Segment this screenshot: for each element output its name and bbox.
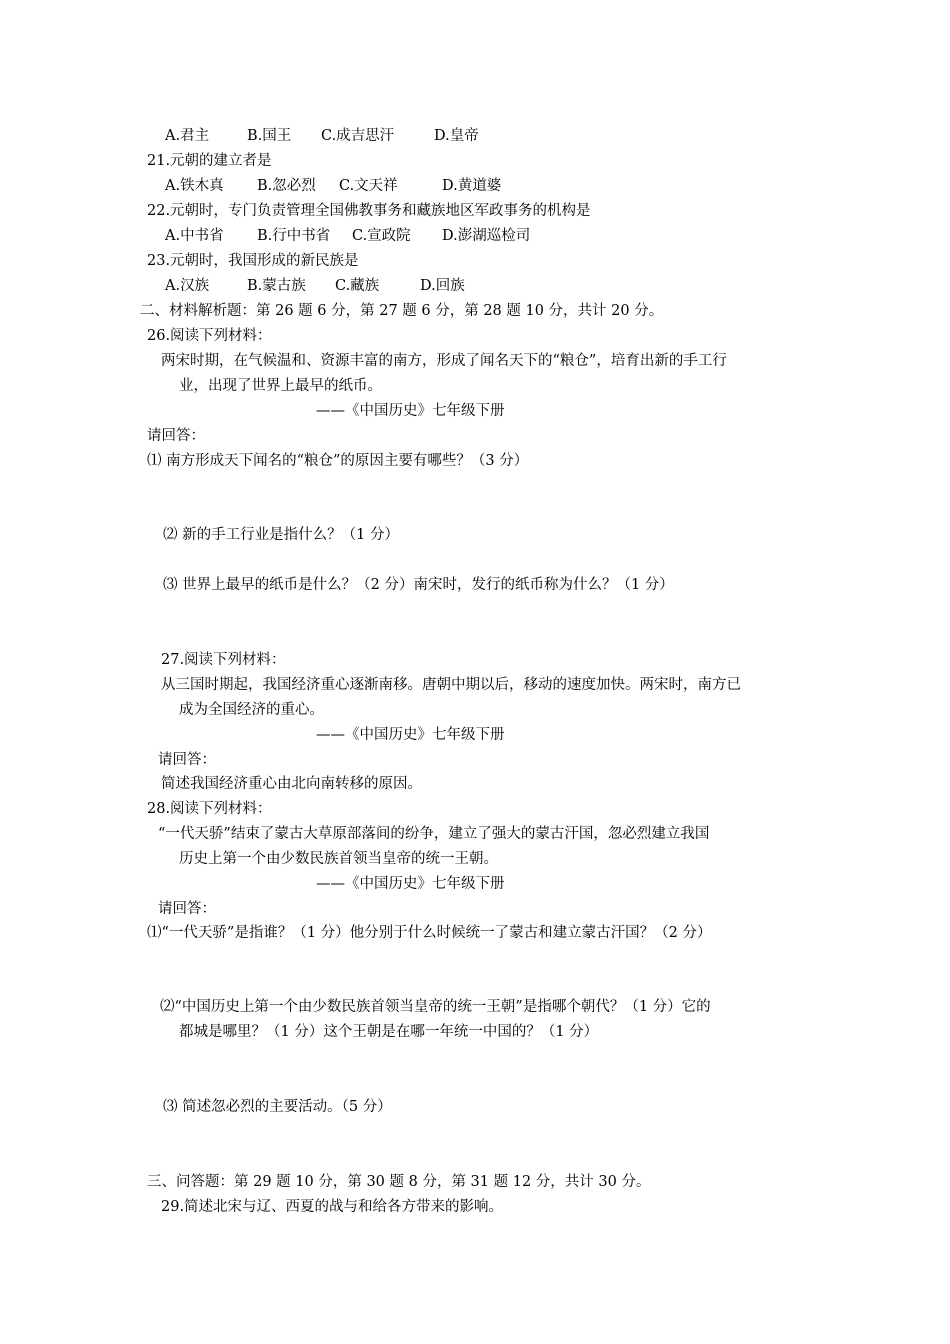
question-21-options [165, 176, 501, 196]
question-28-sub-2-line-2: 都城是哪里？（1 分）这个王朝是在哪一年统一中国的？（1 分） [179, 1024, 599, 1040]
question-28-sub-2-line-1: ⑵“中国历史上第一个由少数民族首领当皇帝的统一王朝”是指哪个朝代？（1 分）它的 [160, 999, 711, 1015]
question-21-stem: 21.元朝的建立者是 [147, 153, 272, 169]
question-27-prompt: 请回答： [158, 752, 216, 768]
question-26-material-line-1: 两宋时期，在气候温和、资源丰富的南方，形成了闻名天下的“粮仓”，培育出新的手工行 [161, 353, 727, 369]
option-d: D.回族 [420, 278, 465, 294]
option-d: D.皇帝 [434, 128, 479, 144]
question-26-intro: 26.阅读下列材料： [147, 328, 272, 344]
question-26-material-line-2: 业，出现了世界上最早的纸币。 [179, 378, 382, 394]
question-29-stem: 29.简述北宋与辽、西夏的战与和给各方带来的影响。 [161, 1199, 504, 1215]
question-prev-options [165, 126, 479, 146]
option-a: A.铁木真 [165, 178, 224, 194]
question-28-prompt: 请回答： [158, 901, 216, 917]
question-28-material-line-1: “一代天骄”结束了蒙古大草原部落间的纷争，建立了强大的蒙古汗国，忽必烈建立我国 [158, 826, 710, 842]
option-d: D.澎湖巡检司 [442, 228, 531, 244]
question-26-sub-3: ⑶ 世界上最早的纸币是什么？（2 分）南宋时，发行的纸币称为什么？（1 分） [163, 577, 674, 593]
question-28-intro: 28.阅读下列材料： [147, 801, 272, 817]
option-c: C.藏族 [335, 278, 380, 294]
option-a: A.汉族 [165, 278, 210, 294]
question-23-stem: 23.元朝时，我国形成的新民族是 [147, 253, 359, 269]
option-b: B.蒙古族 [247, 278, 306, 294]
question-27-material-line-2: 成为全国经济的重心。 [179, 702, 324, 718]
question-27-intro: 27.阅读下列材料： [161, 652, 286, 668]
option-a: A.君主 [165, 128, 210, 144]
question-27-question: 简述我国经济重心由北向南转移的原因。 [161, 776, 422, 792]
question-26-source: ——《中国历史》七年级下册 [316, 403, 505, 419]
question-22-stem: 22.元朝时，专门负责管理全国佛教事务和藏族地区军政事务的机构是 [147, 203, 591, 219]
question-22-options [165, 226, 530, 246]
question-26-sub-2: ⑵ 新的手工行业是指什么？（1 分） [163, 527, 399, 543]
option-a: A.中书省 [165, 228, 224, 244]
question-28-source: ——《中国历史》七年级下册 [316, 876, 505, 892]
question-28-material-line-2: 历史上第一个由少数民族首领当皇帝的统一王朝。 [179, 851, 498, 867]
question-27-source: ——《中国历史》七年级下册 [316, 727, 505, 743]
option-c: C.文天祥 [339, 178, 398, 194]
option-c: C.成吉思汗 [321, 128, 395, 144]
section-2-heading: 二、材料解析题：第 26 题 6 分，第 27 题 6 分，第 28 题 10 分，共计 20 分。 [140, 303, 664, 319]
option-b: B.行中书省 [257, 228, 331, 244]
option-c: C.宣政院 [352, 228, 411, 244]
section-3-heading: 三、问答题：第 29 题 10 分，第 30 题 8 分，第 31 题 12 分，共计 30 分。 [147, 1174, 651, 1190]
question-28-sub-3: ⑶ 简述忽必烈的主要活动。（5 分） [163, 1099, 392, 1115]
option-d: D.黄道婆 [442, 178, 502, 194]
option-b: B.国王 [247, 128, 292, 144]
option-b: B.忽必烈 [257, 178, 316, 194]
question-27-material-line-1: 从三国时期起，我国经济重心逐渐南移。唐朝中期以后，移动的速度加快。两宋时，南方已 [161, 677, 741, 693]
question-28-sub-1: ⑴“一代天骄”是指谁？（1 分）他分别于什么时候统一了蒙古和建立蒙古汗国？（2 分） [147, 925, 712, 941]
question-23-options [165, 276, 465, 296]
question-26-sub-1: ⑴ 南方形成天下闻名的“粮仓”的原因主要有哪些？（3 分） [147, 453, 529, 469]
question-26-prompt: 请回答： [147, 428, 205, 444]
